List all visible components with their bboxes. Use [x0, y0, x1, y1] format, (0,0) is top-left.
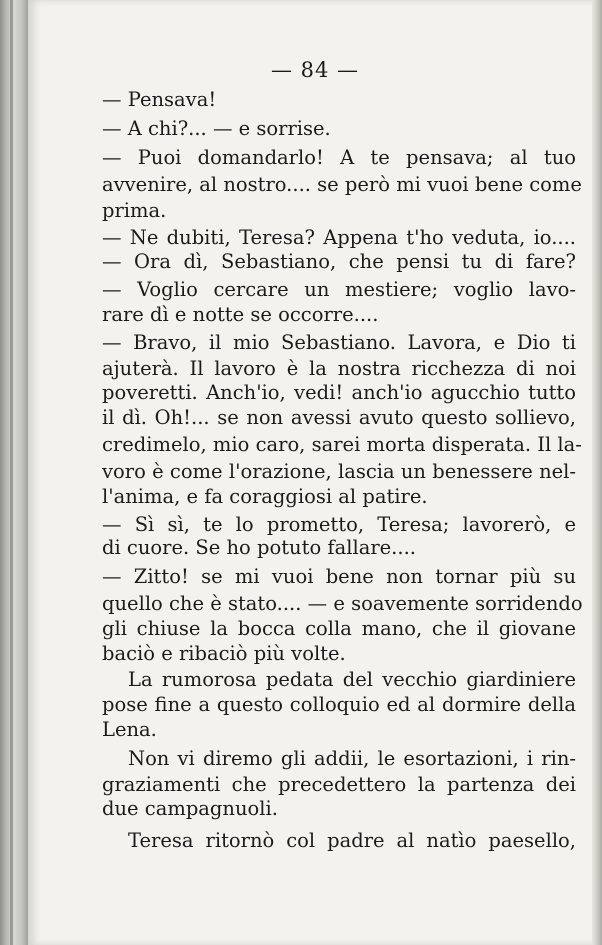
text-line: voro è come l'orazione, lascia un benessere nel- [102, 460, 576, 483]
text-line: graziamenti che precedettero la partenza dei [102, 773, 576, 796]
book-binding [0, 0, 28, 945]
text-line: Non vi diremo gli addii, le esortazioni, i rin- [128, 747, 576, 770]
text-line: gli chiuse la bocca colla mano, che il giovane [102, 617, 576, 640]
text-line: poveretti. Anch'io, vedi! anch'io agucchio tutto [102, 381, 576, 404]
page-edge [592, 0, 602, 945]
text-line: — A chi?... — e sorrise. [102, 117, 331, 140]
text-line: ajuterà. Il lavoro è la nostra ricchezza di noi [102, 357, 576, 380]
text-line: due campagnuoli. [102, 797, 278, 820]
text-line: quello che è stato.... — e soavemente sorridendo [102, 592, 583, 615]
text-line: Teresa ritornò col padre al natìo paesello, [128, 829, 576, 852]
text-line: l'anima, e fa coraggiosi al patire. [102, 485, 428, 508]
text-line: — Voglio cercare un mestiere; voglio lavo- [102, 278, 576, 301]
text-line: Lena. [102, 718, 157, 741]
book-page [28, 0, 602, 945]
text-line: prima. [102, 199, 167, 222]
text-line: credimelo, mio caro, sarei morta disperata. Il la- [102, 433, 582, 456]
text-line: — Puoi domandarlo! A te pensava; al tuo [102, 146, 576, 169]
text-line: baciò e ribaciò più volte. [102, 642, 346, 665]
text-line: — Zitto! se mi vuoi bene non tornar più su [102, 565, 576, 588]
text-line: il dì. Oh!... se non avessi avuto questo sollievo, [102, 406, 576, 429]
text-line: — Sì sì, te lo prometto, Teresa; lavorerò, e [102, 513, 576, 536]
text-line: avvenire, al nostro.... se però mi vuoi bene come [102, 173, 582, 196]
text-line: di cuore. Se ho potuto fallare.... [102, 536, 416, 559]
text-line: — Ne dubiti, Teresa? Appena t'ho veduta, io.... [102, 226, 576, 249]
text-line: rare dì e notte se occorre.... [102, 303, 379, 326]
text-line: pose fine a questo colloquio ed al dormire della [102, 693, 576, 716]
text-line: — Pensava! [102, 88, 217, 111]
text-line: — Bravo, il mio Sebastiano. Lavora, e Dio ti [102, 331, 576, 354]
page-number: — 84 — [270, 58, 360, 82]
text-line: La rumorosa pedata del vecchio giardiniere [128, 668, 576, 691]
text-line: — Ora dì, Sebastiano, che pensi tu di fare? [102, 250, 576, 273]
